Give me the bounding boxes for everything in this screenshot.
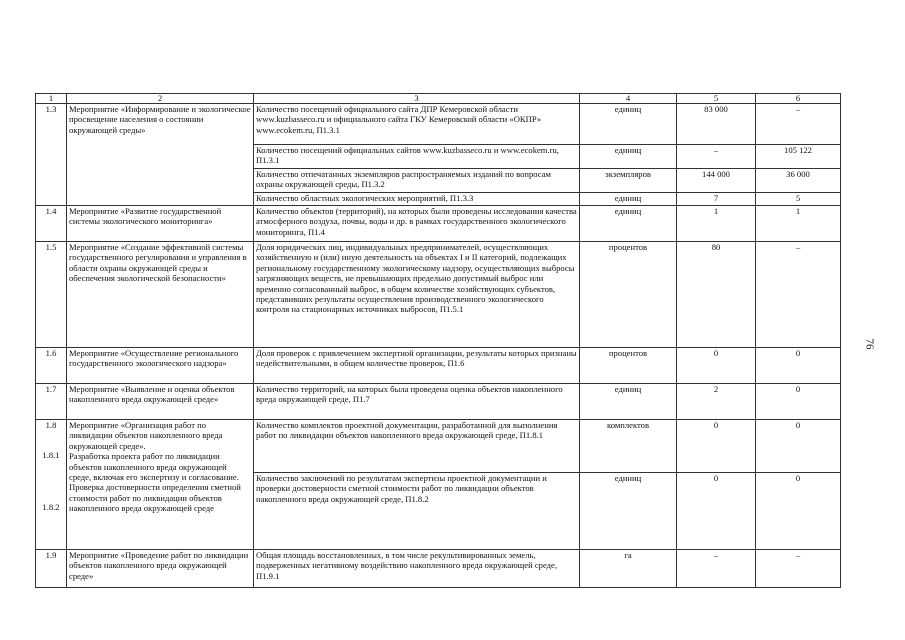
unit-cell: единиц [580, 384, 677, 420]
unit-cell: единиц [580, 145, 677, 169]
row-number: 1.6 [36, 348, 67, 384]
table-header-row [36, 94, 841, 104]
row-number: 1.4 [36, 206, 67, 242]
value-col6: 105 122 [756, 145, 841, 169]
indicator-cell: Общая площадь восстановленных, в том числе рекультивированных земель, подверженных негативному воздействию накопленного вреда окружающей среде, П1.9.1 [254, 550, 580, 588]
table-row [36, 206, 841, 242]
row-subnumber: 1.8.2 [42, 501, 60, 512]
indicator-cell: Количество посещений официальных сайтов www.kuzbasseco.ru и www.ecokem.ru, П1.3.1 [254, 145, 580, 169]
header-col-1: 1 [36, 94, 67, 104]
header-col-5: 5 [677, 94, 756, 104]
indicators-table [35, 93, 841, 588]
value-col5: 2 [677, 384, 756, 420]
table-row [36, 104, 841, 145]
value-col6: 0 [756, 384, 841, 420]
measure-subtext: Разработка проекта работ по ликвидации объектов накопленного вреда окружающей среде, включая его экспертизу и согласование. [69, 451, 239, 483]
value-col5: 0 [677, 420, 756, 473]
row-number: 1.9 [36, 550, 67, 588]
indicator-cell: Количество объектов (территорий), на которых были проведены исследования качества атмосферного воздуха, почвы, воды и др. в рамках государственного экологического мониторинга, П1.4 [254, 206, 580, 242]
value-col6: 1 [756, 206, 841, 242]
value-col5: – [677, 550, 756, 588]
measure-cell: Мероприятие «Развитие государственной системы экологического мониторинга» [67, 206, 254, 242]
unit-cell: единиц [580, 104, 677, 145]
value-col5: 0 [677, 348, 756, 384]
value-col5: 1 [677, 206, 756, 242]
measure-subtext: Проверка достоверности определения сметной стоимости работ по ликвидации объектов накопленного вреда окружающей среде [69, 482, 241, 514]
value-col6: 0 [756, 473, 841, 550]
unit-cell: единиц [580, 206, 677, 242]
measure-cell: Мероприятие «Выявление и оценка объектов накопленного вреда окружающей среде» [67, 384, 254, 420]
table-row [36, 348, 841, 384]
measure-cell-group [67, 420, 254, 550]
indicator-cell: Количество областных экологических мероприятий, П1.3.3 [254, 193, 580, 206]
value-col6: 36 000 [756, 169, 841, 193]
indicator-cell: Количество территорий, на которых была проведена оценка объектов накопленного вреда окружающей среде, П1.7 [254, 384, 580, 420]
row-number: 1.5 [36, 242, 67, 348]
unit-cell: единиц [580, 473, 677, 550]
header-col-4: 4 [580, 94, 677, 104]
value-col6: – [756, 550, 841, 588]
indicator-cell: Доля проверок с привлечением экспертной организации, результаты которых признаны недействительными, в общем количестве проверок, П1.6 [254, 348, 580, 384]
value-col6: – [756, 242, 841, 348]
table-row [36, 242, 841, 348]
unit-cell: комплектов [580, 420, 677, 473]
indicators-table-container [35, 93, 840, 588]
row-number: 1.3 [36, 104, 67, 206]
unit-cell: процентов [580, 242, 677, 348]
value-col5: 83 000 [677, 104, 756, 145]
value-col5: 0 [677, 473, 756, 550]
measure-cell: Мероприятие «Информирование и экологическое просвещение населения о состоянии окружающей среды» [67, 104, 254, 206]
unit-cell: единиц [580, 193, 677, 206]
indicator-cell: Количество посещений официального сайта ДПР Кемеровской области www.kuzbasseco.ru и официального сайта ГКУ Кемеровской области «ОКПР» www.ecokem.ru, П1.3.1 [254, 104, 580, 145]
header-col-6: 6 [756, 94, 841, 104]
row-number: 1.7 [36, 384, 67, 420]
table-row [36, 384, 841, 420]
value-col6: 0 [756, 348, 841, 384]
table-row [36, 550, 841, 588]
table-row [36, 420, 841, 473]
unit-cell: экземпляров [580, 169, 677, 193]
measure-cell: Мероприятие «Осуществление регионального государственного экологического надзора» [67, 348, 254, 384]
measure-cell: Мероприятие «Создание эффективной системы государственного регулирования и управления в области охраны окружающей среды и обеспечения экологической безопасности» [67, 242, 254, 348]
header-col-2: 2 [67, 94, 254, 104]
value-col5: – [677, 145, 756, 169]
unit-cell: процентов [580, 348, 677, 384]
value-col6: – [756, 104, 841, 145]
value-col5: 144 000 [677, 169, 756, 193]
unit-cell: га [580, 550, 677, 588]
indicator-cell: Количество отпечатанных экземпляров распространяемых изданий по вопросам охраны окружающей среды, П1.3.2 [254, 169, 580, 193]
row-number-group [36, 420, 67, 550]
value-col6: 5 [756, 193, 841, 206]
measure-cell: Мероприятие «Проведение работ по ликвидации объектов накопленного вреда окружающей среде» [67, 550, 254, 588]
row-number: 1.8 [45, 420, 57, 430]
indicator-cell: Количество комплектов проектной документации, разработанной для выполнения работ по ликвидации объектов накопленного вреда окружающей среде, П1.8.1 [254, 420, 580, 473]
value-col6: 0 [756, 420, 841, 473]
header-col-3: 3 [254, 94, 580, 104]
measure-text: Мероприятие «Организация работ по ликвидации объектов накопленного вреда окружающей среде». [69, 420, 223, 451]
row-subnumber: 1.8.1 [42, 450, 60, 461]
value-col5: 7 [677, 193, 756, 206]
value-col5: 80 [677, 242, 756, 348]
indicator-cell: Доля юридических лиц, индивидуальных предпринимателей, осуществляющих хозяйственную и (или) иную деятельность на объектах I и II категорий, подлежащих региональному государственному экологическому надзору, осуществляющих выбросы загрязняющих веществ, не превышающих предельно допустимый выброс или временно согласованный выброс, в общем количестве хозяйствующих субъектов, представивших результаты осуществления производственного экологического контроля на стационарных источниках выбросов, П1.5.1 [254, 242, 580, 348]
page-number: 76 [863, 338, 876, 350]
indicator-cell: Количество заключений по результатам экспертизы проектной документации и проверки достоверности сметной стоимости работ по ликвидации объектов накопленного вреда окружающей среде, П1.8.2 [254, 473, 580, 550]
